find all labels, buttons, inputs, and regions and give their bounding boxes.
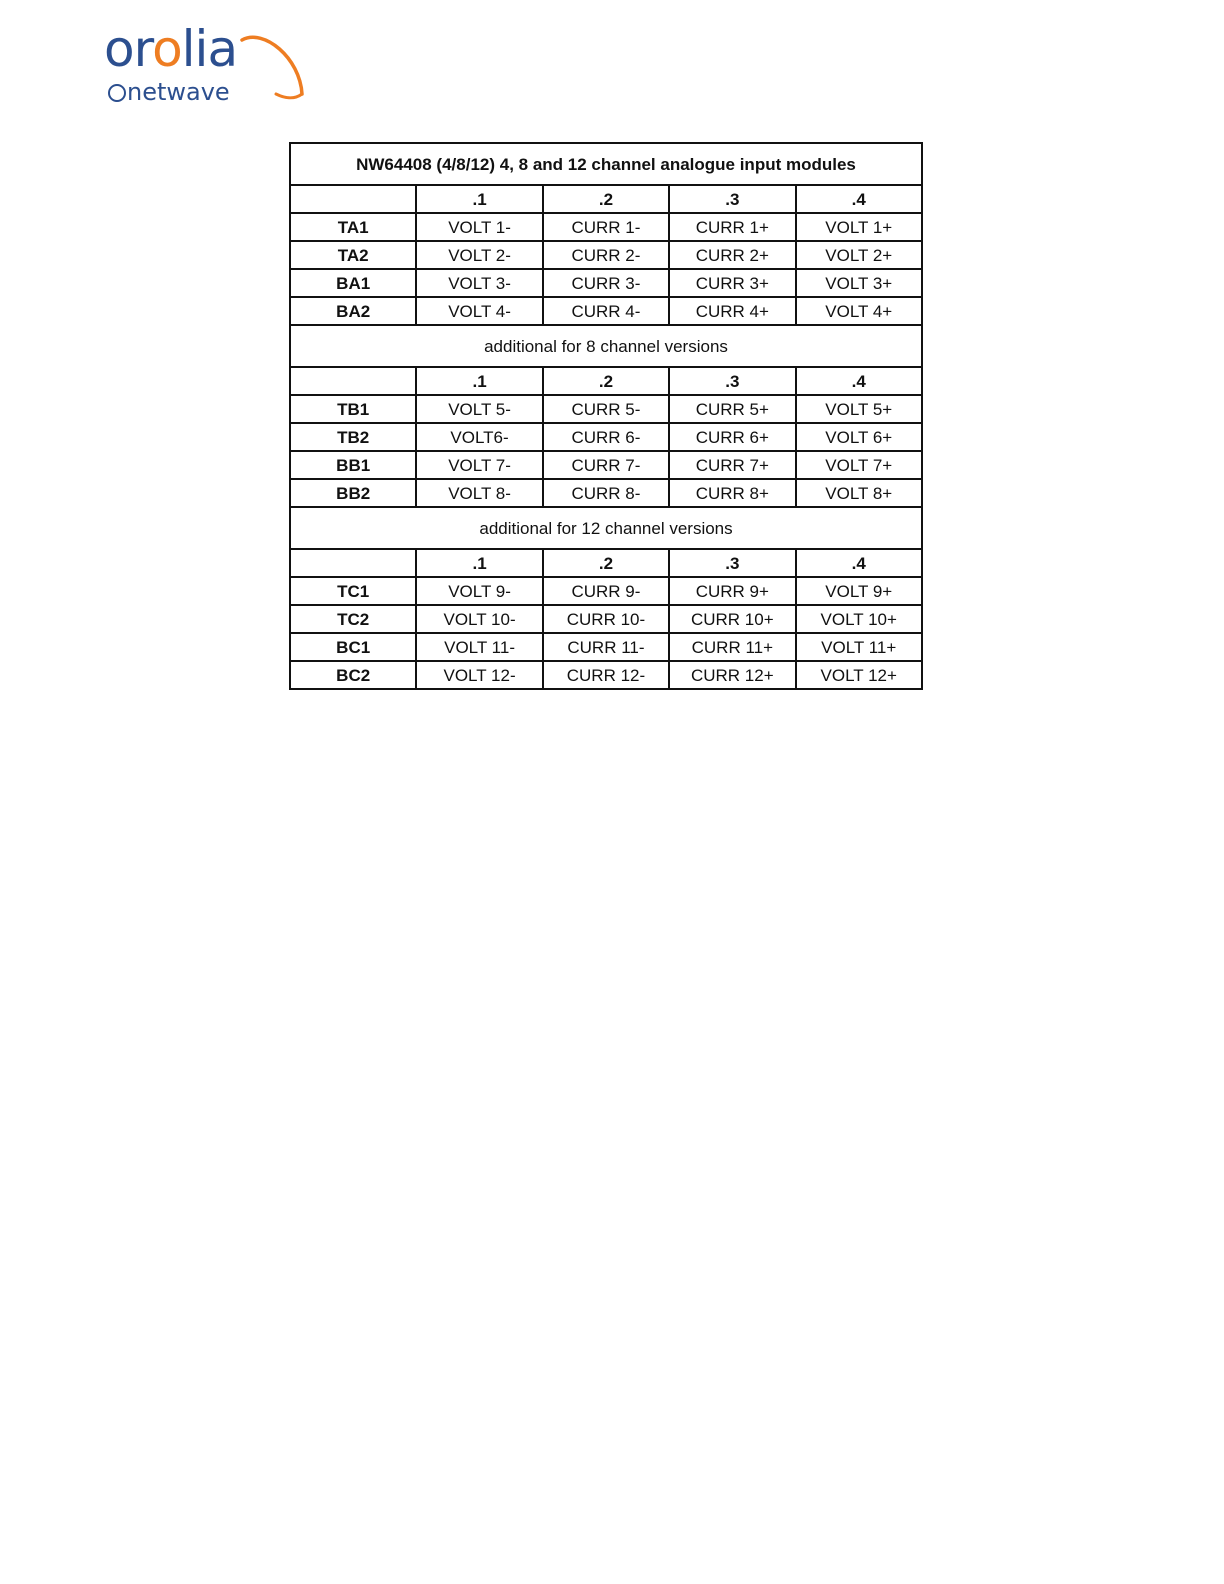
table-cell: CURR 2- (543, 241, 669, 269)
header-corner-cell (290, 185, 416, 213)
table-cell: VOLT 2- (416, 241, 542, 269)
table-cell: VOLT 10- (416, 605, 542, 633)
row-label: BA1 (290, 269, 416, 297)
table-cell: VOLT 4- (416, 297, 542, 325)
row-label: BC2 (290, 661, 416, 689)
table-cell: VOLT 12+ (796, 661, 923, 689)
table-row (290, 479, 922, 507)
column-header: .1 (416, 549, 542, 577)
table-cell: CURR 11+ (669, 633, 795, 661)
row-label: TA2 (290, 241, 416, 269)
table-cell: CURR 5- (543, 395, 669, 423)
column-header: .3 (669, 549, 795, 577)
section-label: additional for 8 channel versions (290, 325, 922, 367)
table-cell: CURR 3+ (669, 269, 795, 297)
row-label: BC1 (290, 633, 416, 661)
column-header-row (290, 367, 922, 395)
table-row (290, 297, 922, 325)
row-label: TB2 (290, 423, 416, 451)
table-cell: VOLT 2+ (796, 241, 923, 269)
table-cell: CURR 7- (543, 451, 669, 479)
table-row (290, 395, 922, 423)
table-cell: VOLT6- (416, 423, 542, 451)
table-cell: CURR 7+ (669, 451, 795, 479)
pinout-table (289, 142, 923, 690)
header-corner-cell (290, 367, 416, 395)
table-cell: VOLT 7+ (796, 451, 923, 479)
table-title: NW64408 (4/8/12) 4, 8 and 12 channel analogue input modules (290, 143, 922, 185)
column-header-row (290, 549, 922, 577)
netwave-mark-icon (108, 84, 126, 102)
row-label: BB1 (290, 451, 416, 479)
logo-brand-text: orolia (104, 20, 238, 78)
section-label: additional for 12 channel versions (290, 507, 922, 549)
column-header: .1 (416, 367, 542, 395)
table-cell: VOLT 4+ (796, 297, 923, 325)
table-cell: CURR 6- (543, 423, 669, 451)
row-label: TA1 (290, 213, 416, 241)
table-cell: CURR 3- (543, 269, 669, 297)
table-row (290, 423, 922, 451)
table-cell: CURR 9- (543, 577, 669, 605)
table-cell: VOLT 8- (416, 479, 542, 507)
column-header: .4 (796, 185, 923, 213)
table-cell: VOLT 7- (416, 451, 542, 479)
table-cell: VOLT 5- (416, 395, 542, 423)
row-label: TB1 (290, 395, 416, 423)
column-header: .2 (543, 549, 669, 577)
header-corner-cell (290, 549, 416, 577)
column-header: .3 (669, 185, 795, 213)
table-cell: CURR 2+ (669, 241, 795, 269)
column-header: .2 (543, 367, 669, 395)
table-cell: CURR 8+ (669, 479, 795, 507)
table-cell: CURR 12- (543, 661, 669, 689)
table-row (290, 213, 922, 241)
row-label: BA2 (290, 297, 416, 325)
table-row (290, 661, 922, 689)
table-cell: CURR 1+ (669, 213, 795, 241)
table-cell: VOLT 11+ (796, 633, 923, 661)
table-cell: VOLT 1- (416, 213, 542, 241)
table-row (290, 633, 922, 661)
table-cell: CURR 10+ (669, 605, 795, 633)
column-header-row (290, 185, 922, 213)
table-row (290, 451, 922, 479)
column-header: .4 (796, 367, 923, 395)
orolia-netwave-logo (104, 20, 314, 114)
table-cell: CURR 6+ (669, 423, 795, 451)
table-title-row (290, 143, 922, 185)
section-label-row (290, 325, 922, 367)
row-label: BB2 (290, 479, 416, 507)
table-cell: CURR 12+ (669, 661, 795, 689)
table-cell: CURR 8- (543, 479, 669, 507)
column-header: .3 (669, 367, 795, 395)
table-cell: CURR 4+ (669, 297, 795, 325)
table-cell: CURR 11- (543, 633, 669, 661)
table-cell: VOLT 1+ (796, 213, 923, 241)
table-cell: VOLT 11- (416, 633, 542, 661)
table-cell: VOLT 5+ (796, 395, 923, 423)
table-cell: VOLT 9+ (796, 577, 923, 605)
table-cell: CURR 5+ (669, 395, 795, 423)
row-label: TC1 (290, 577, 416, 605)
table-row (290, 241, 922, 269)
table-cell: CURR 4- (543, 297, 669, 325)
row-label: TC2 (290, 605, 416, 633)
table-cell: VOLT 6+ (796, 423, 923, 451)
logo-sub-text: netwave (108, 80, 230, 104)
table-cell: CURR 10- (543, 605, 669, 633)
table-cell: VOLT 9- (416, 577, 542, 605)
table-cell: VOLT 10+ (796, 605, 923, 633)
column-header: .4 (796, 549, 923, 577)
table-cell: VOLT 3+ (796, 269, 923, 297)
table-row (290, 605, 922, 633)
section-label-row (290, 507, 922, 549)
table-row (290, 269, 922, 297)
column-header: .1 (416, 185, 542, 213)
table-cell: CURR 1- (543, 213, 669, 241)
column-header: .2 (543, 185, 669, 213)
table-cell: VOLT 12- (416, 661, 542, 689)
table-cell: VOLT 3- (416, 269, 542, 297)
table-row (290, 577, 922, 605)
table-cell: VOLT 8+ (796, 479, 923, 507)
table-cell: CURR 9+ (669, 577, 795, 605)
